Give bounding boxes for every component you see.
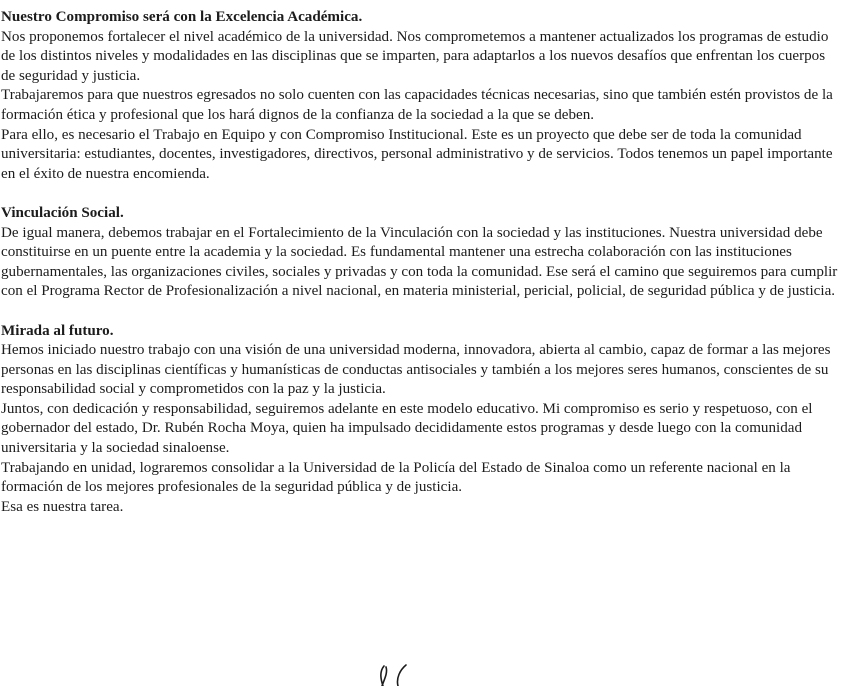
paragraph: De igual manera, debemos trabajar en el Fortalecimiento de la Vinculación con la sociedad y las instituciones. Nuestra universidad debe constituirse en un puente entre la academia y la sociedad. Es fundamental mantener una estrecha colaboración con las instituciones gubernamentales, las organizaciones civiles, sociales y privadas y con toda la comunidad. Ese será el camino que seguiremos para cumplir con el Programa Rector de Profesionalización a nivel nacional, en materia ministerial, pericial, policial, de seguridad pública y de justicia.: [1, 224, 838, 300]
paragraph: Trabajaremos para que nuestros egresados no solo cuenten con las capacidades técnicas necesarias, sino que también estén provistos de la formación ética y profesional que los hará dignos de la confianza de la sociedad a la que se deben.: [1, 87, 833, 123]
section-heading: Vinculación Social.: [1, 204, 124, 221]
section-mirada-al-futuro: [1, 322, 843, 518]
section-heading: Nuestro Compromiso será con la Excelencia Académica.: [1, 9, 363, 25]
paragraph: Para ello, es necesario el Trabajo en Equipo y con Compromiso Institucional. Este es un proyecto que debe ser de toda la comunidad universitaria: estudiantes, docentes, investigadores, directivos, personal administrativo y de servicios. Todos tenemos un papel importante en el éxito de nuestra encomienda.: [1, 126, 833, 182]
paragraph: Nos proponemos fortalecer el nivel académico de la universidad. Nos comprometemos a mantener actualizados los programas de estudio de los distintos niveles y modalidades en las disciplinas que se imparten, para adaptarlos a los nuevos desafíos que enfrentan los cuerpos de seguridad y justicia.: [1, 28, 829, 84]
closing-line: Esa es nuestra tarea.: [1, 498, 124, 515]
section-vinculacion-social: [1, 204, 843, 302]
signature-image: [366, 664, 426, 686]
paragraph: Hemos iniciado nuestro trabajo con una visión de una universidad moderna, innovadora, abierta al cambio, capaz de formar a las mejores personas en las disciplinas científicas y humanísticas de conductas antisociales y también a los mejores seres humanos, conscientes de su responsabilidad social y comprometidos con la paz y la justicia.: [1, 342, 831, 398]
paragraph: Trabajando en unidad, lograremos consolidar a la Universidad de la Policía del Estado de Sinaloa como un referente nacional en la formación de los mejores profesionales de la seguridad pública y de justicia.: [1, 459, 791, 496]
section-heading: Mirada al futuro.: [1, 322, 114, 339]
document-body: [1, 8, 843, 537]
paragraph: Juntos, con dedicación y responsabilidad, seguiremos adelante en este modelo educativo. Mi compromiso es serio y respetuoso, con el gobernador del estado, Dr. Rubén Rocha Moya, quien ha impulsado decididamente estos programas y desde luego con la comunidad universitaria y la sociedad sinaloense.: [1, 400, 813, 457]
section-excelencia-academica: [1, 8, 843, 184]
